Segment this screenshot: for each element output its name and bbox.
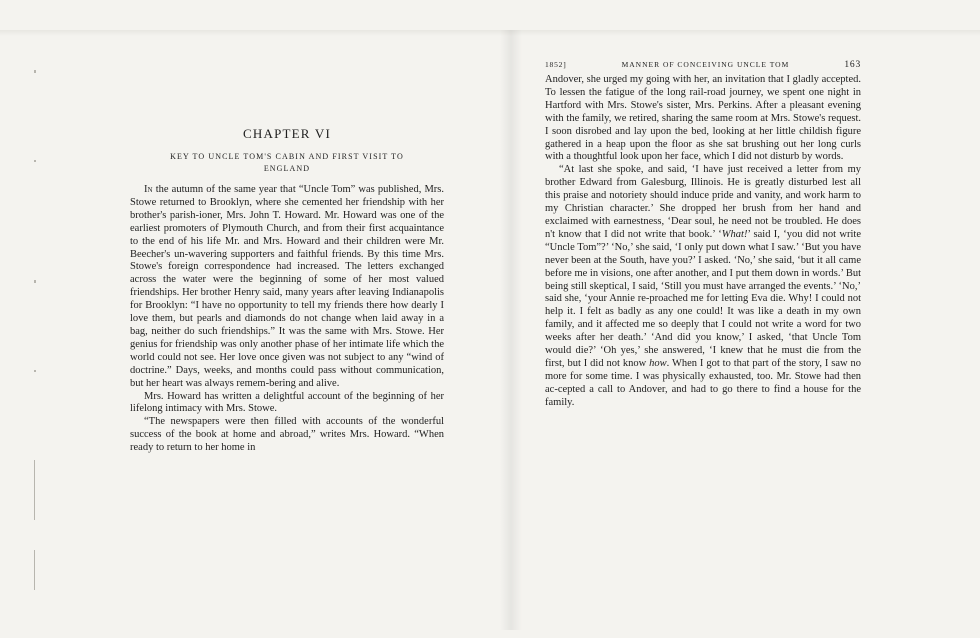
- running-head-title: MANNER OF CONCEIVING UNCLE TOM: [621, 60, 790, 69]
- left-paragraph-2: Mrs. Howard has written a delightful account of the beginning of her lifelong intimacy with Mrs. Stowe.: [130, 390, 444, 415]
- chapter-subtitle-line2: ENGLAND: [263, 164, 311, 173]
- emphasis-what: What!: [721, 228, 748, 240]
- left-paragraph-1-text: the autumn of the same year that “Uncle Tom” was published, Mrs. Stowe returned to Brooklyn, where she cemented her friendship with her brother's parish-ioner, Mrs. John T. Howard. Mr. Howard was one of the earliest promoters of Plymouth Church, and from their first acquaintance to the end of his life Mr. and Mrs. Howard and their children were Mr. Beecher's un-wavering supporters and faithful friends. By this time Mrs. Stowe's foreign correspondence had increased. The letters exchanged across the water were the beginning of some of her most valued friendships. Her brother Henry said, many years after leaving Indianapolis for Brooklyn: “I have no opportunity to tell my friends there how dearly I love them, but pearls and diamonds do not change when laid away in a bag, neither do such friendships.” It was the same with Mrs. Stowe. Her genius for friendship was only another phase of her intimate life which the world could not see. Her love once given was not subject to any “wind of doctrine.” Days, weeks, and months could pass without communication, but her heart was always remem-bering and alive.: [130, 184, 445, 389]
- chapter-subtitle-line1: KEY TO UNCLE TOM'S CABIN AND FIRST VISIT TO: [170, 152, 404, 161]
- running-head: [545, 60, 861, 70]
- emphasis-how: how: [649, 357, 667, 369]
- scan-top-band: [0, 30, 980, 36]
- book-gutter: [500, 30, 522, 630]
- left-paragraph-3: “The newspapers were then filled with accounts of the wonderful success of the book at home and abroad,” writes Mrs. Howard. “When ready to return to her home in: [130, 416, 444, 454]
- left-paragraph-1: [130, 184, 444, 391]
- right-page: [545, 60, 861, 410]
- right-paragraph-2-part-b: ’ said I, ‘you did not write “Uncle Tom”?’ ‘No,’ she said, ‘I only put down what I saw.’ ‘But you have never been at the South, have you?’ I asked. ‘No,’ she said, ‘but it all came before me in visions, one after another, and I put them down in words.’ But being still skeptical, I said, ‘Still you must have arranged the events.’ ‘No,’ said she, ‘your Annie re-proached me for letting Eva die. Why! I could not help it. I felt as badly as any one could! It was like a death in my own family, and it affected me so deeply that I could not write a word for two weeks after her death.’ ‘And did you know,’ I asked, ‘that Uncle Tom would die?’ ‘Oh yes,’ she answered, ‘I knew that he must die from the first, but I did not know: [545, 228, 861, 369]
- chapter-title: CHAPTER VI: [243, 126, 331, 141]
- right-paragraph-2-part-a: “At last she spoke, and said, ‘I have just received a letter from my brother Edward from Galesburg, Illinois. He is greatly disturbed lest all this praise and notoriety should induce pride and vanity, and work harm to my Christian character.’ She dropped her brush from her hand and exclaimed with earnestness, ‘Dear soul, he need not be troubled. He does n't know that I did not write that book.’ ‘: [545, 164, 861, 240]
- right-paragraph-2-part-c: . When I got to that part of the story, I saw no more for some time. I was physically exhausted, too. Mr. Stowe had then ac-cepted a call to Andover, and had to go there to find a house for the family.: [545, 357, 861, 408]
- running-head-year: 1852]: [545, 60, 567, 69]
- page-number: 163: [844, 60, 861, 70]
- left-page: [130, 126, 444, 455]
- scan-margin-marks: [28, 40, 42, 630]
- dropcap-word: In: [144, 184, 153, 195]
- chapter-subtitle: [130, 151, 444, 175]
- right-paragraph-2: [545, 164, 861, 409]
- right-paragraph-1: Andover, she urged my going with her, an invitation that I gladly accepted. To lessen the fatigue of the long rail-road journey, we spent one night in Hartford with Mrs. Stowe's sister, Mrs. Perkins. After a pleasant evening with the family, we retired, sharing the same room at Mrs. Stowe's request. I soon disrobed and lay upon the bed, looking at her little childish figure gathered in a heap upon the floor as she sat brushing out her long curls with a thoughtful look upon her face, which I did not disturb by words.: [545, 74, 861, 163]
